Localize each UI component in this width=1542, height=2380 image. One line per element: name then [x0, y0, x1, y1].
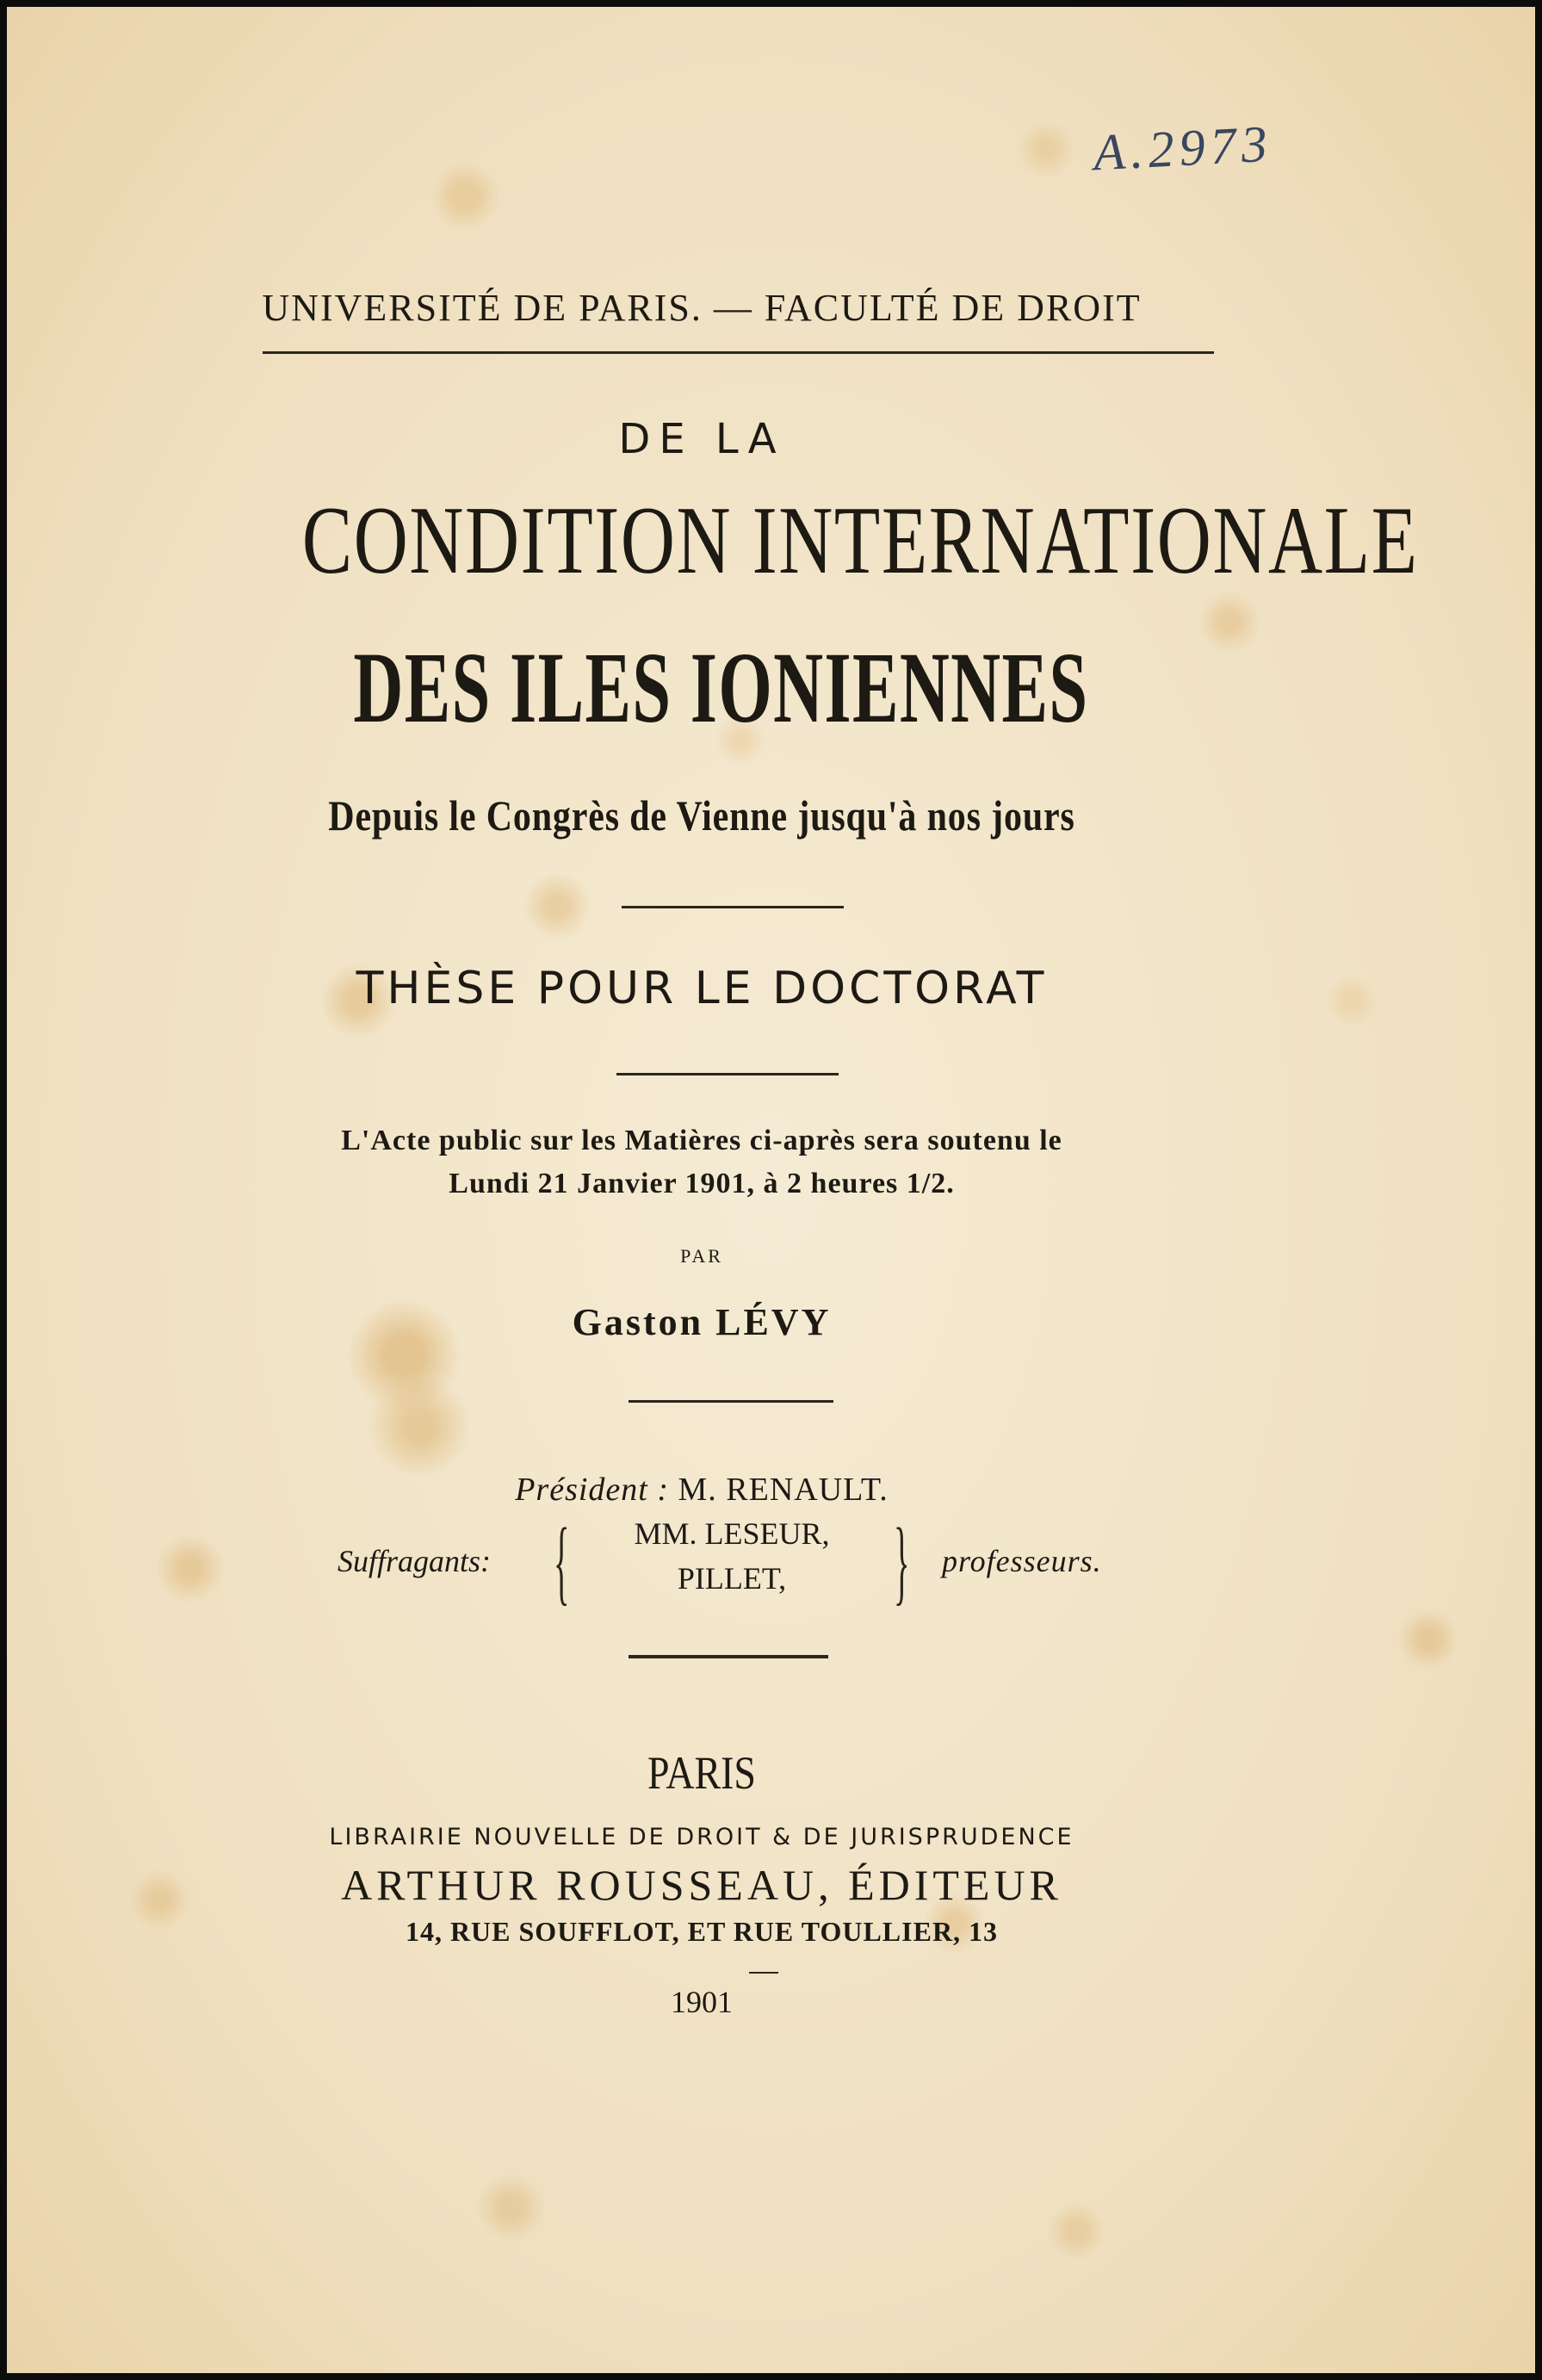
jury-title: professeurs.: [942, 1544, 1102, 1578]
author-by: PAR: [680, 1245, 723, 1267]
title-line-2: DES ILES IONIENNES: [353, 631, 1089, 744]
president-name: M. RENAULT.: [678, 1472, 889, 1508]
title-prefix: DE LA: [618, 415, 785, 463]
publisher-house: LIBRAIRIE NOUVELLE DE DROIT & DE JURISPRUDENCE: [329, 1824, 1074, 1850]
year-dash: [749, 1972, 778, 1974]
left-brace-icon: {: [554, 1509, 570, 1614]
divider-rule-1: [622, 906, 844, 908]
publisher-city: PARIS: [647, 1747, 756, 1799]
suffragant-1: MM. LESEUR,: [634, 1516, 830, 1551]
jury-president: [189, 1471, 1214, 1509]
publication-year: 1901: [671, 1985, 733, 2019]
defense-line-1: L'Acte public sur les Matières ci-après sera soutenu le: [341, 1125, 1062, 1156]
suffragants-label: Suffragants:: [338, 1544, 492, 1578]
header-rule: [263, 351, 1214, 354]
publisher-editor: ARTHUR ROUSSEAU, ÉDITEUR: [341, 1861, 1062, 1909]
defense-line-2: Lundi 21 Janvier 1901, à 2 heures 1/2.: [449, 1168, 955, 1199]
thesis-type: THÈSE POUR LE DOCTORAT: [356, 963, 1048, 1014]
divider-rule-2: [616, 1073, 839, 1075]
publisher-address: 14, RUE SOUFFLOT, ET RUE TOULLIER, 13: [405, 1916, 999, 1947]
divider-rule-4: [629, 1655, 828, 1658]
title-line-1: CONDITION INTERNATIONALE: [301, 487, 1419, 594]
right-brace-icon: }: [894, 1509, 910, 1614]
president-label: Président :: [515, 1472, 669, 1508]
divider-rule-3: [629, 1400, 833, 1403]
university-header: UNIVERSITÉ DE PARIS. — FACULTÉ DE DROIT: [262, 287, 1142, 329]
title-subtitle: Depuis le Congrès de Vienne jusqu'à nos jours: [328, 791, 1075, 840]
author-name: Gaston LÉVY: [572, 1301, 832, 1343]
suffragant-2: PILLET,: [677, 1561, 787, 1596]
shelfmark-handwritten: A.2973: [1092, 115, 1274, 182]
